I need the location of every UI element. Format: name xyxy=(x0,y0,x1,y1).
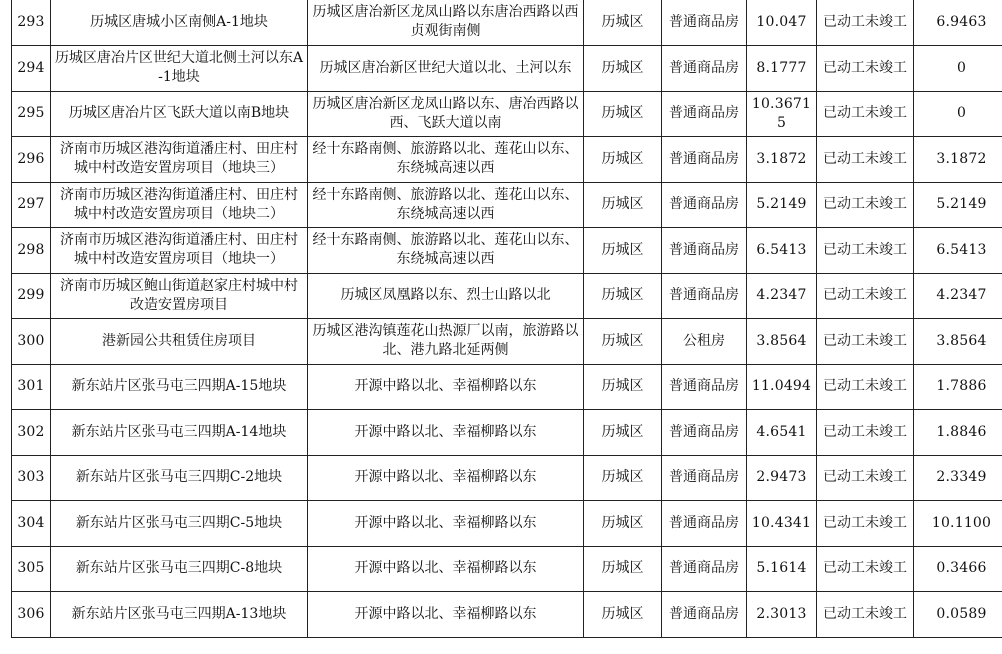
row-number-cell: 300 xyxy=(12,318,51,364)
status-cell: 已动工未竣工 xyxy=(817,91,914,136)
housing-type-cell: 普通商品房 xyxy=(662,136,747,182)
remaining-area-cell: 6.9463 xyxy=(914,0,1002,45)
area-cell: 3.1872 xyxy=(747,136,817,182)
housing-type-cell: 普通商品房 xyxy=(662,364,747,409)
location-cell: 开源中路以北、幸福柳路以东 xyxy=(308,546,584,591)
table-row xyxy=(12,0,1002,45)
housing-type-cell: 普通商品房 xyxy=(662,455,747,500)
status-cell: 已动工未竣工 xyxy=(817,500,914,546)
project-name-cell: 历城区唐冶片区世纪大道北侧土河以东A-1地块 xyxy=(51,45,308,91)
status-cell: 已动工未竣工 xyxy=(817,409,914,455)
status-cell: 已动工未竣工 xyxy=(817,45,914,91)
area-cell: 4.2347 xyxy=(747,273,817,318)
row-number-cell: 306 xyxy=(12,591,51,637)
remaining-area-cell: 0 xyxy=(914,91,1002,136)
location-cell: 开源中路以北、幸福柳路以东 xyxy=(308,409,584,455)
housing-type-cell: 普通商品房 xyxy=(662,0,747,45)
status-cell: 已动工未竣工 xyxy=(817,318,914,364)
district-cell: 历城区 xyxy=(584,546,662,591)
project-name-cell: 新东站片区张马屯三四期A-14地块 xyxy=(51,409,308,455)
row-number-cell: 296 xyxy=(12,136,51,182)
housing-type-cell: 普通商品房 xyxy=(662,45,747,91)
location-cell: 经十东路南侧、旅游路以北、莲花山以东、东绕城高速以西 xyxy=(308,227,584,273)
location-cell: 开源中路以北、幸福柳路以东 xyxy=(308,455,584,500)
housing-type-cell: 普通商品房 xyxy=(662,409,747,455)
district-cell: 历城区 xyxy=(584,318,662,364)
district-cell: 历城区 xyxy=(584,91,662,136)
row-number-cell: 302 xyxy=(12,409,51,455)
status-cell: 已动工未竣工 xyxy=(817,0,914,45)
housing-type-cell: 普通商品房 xyxy=(662,91,747,136)
table-row xyxy=(12,409,1002,455)
row-number-cell: 294 xyxy=(12,45,51,91)
housing-type-cell: 普通商品房 xyxy=(662,182,747,227)
location-cell: 历城区港沟镇莲花山热源厂以南，旅游路以北、港九路北延两侧 xyxy=(308,318,584,364)
district-cell: 历城区 xyxy=(584,227,662,273)
project-name-cell: 济南市历城区港沟街道潘庄村、田庄村城中村改造安置房项目（地块二） xyxy=(51,182,308,227)
area-cell: 4.6541 xyxy=(747,409,817,455)
status-cell: 已动工未竣工 xyxy=(817,546,914,591)
area-cell: 10.4341 xyxy=(747,500,817,546)
status-cell: 已动工未竣工 xyxy=(817,136,914,182)
housing-type-cell: 普通商品房 xyxy=(662,500,747,546)
table-row xyxy=(12,273,1002,318)
area-cell: 11.0494 xyxy=(747,364,817,409)
location-cell: 经十东路南侧、旅游路以北、莲花山以东、东绕城高速以西 xyxy=(308,136,584,182)
project-name-cell: 新东站片区张马屯三四期A-15地块 xyxy=(51,364,308,409)
project-name-cell: 港新园公共租赁住房项目 xyxy=(51,318,308,364)
table-row xyxy=(12,455,1002,500)
remaining-area-cell: 1.7886 xyxy=(914,364,1002,409)
project-name-cell: 济南市历城区港沟街道潘庄村、田庄村城中村改造安置房项目（地块三） xyxy=(51,136,308,182)
remaining-area-cell: 3.8564 xyxy=(914,318,1002,364)
location-cell: 开源中路以北、幸福柳路以东 xyxy=(308,364,584,409)
row-number-cell: 299 xyxy=(12,273,51,318)
project-name-cell: 济南市历城区港沟街道潘庄村、田庄村城中村改造安置房项目（地块一） xyxy=(51,227,308,273)
location-cell: 历城区唐冶新区龙凤山路以东、唐冶西路以西、飞跃大道以南 xyxy=(308,91,584,136)
table-row xyxy=(12,182,1002,227)
status-cell: 已动工未竣工 xyxy=(817,273,914,318)
area-cell: 2.3013 xyxy=(747,591,817,637)
location-cell: 开源中路以北、幸福柳路以东 xyxy=(308,500,584,546)
table-row xyxy=(12,227,1002,273)
status-cell: 已动工未竣工 xyxy=(817,227,914,273)
area-cell: 10.36715 xyxy=(747,91,817,136)
location-cell: 历城区唐冶新区龙凤山路以东唐冶西路以西贞观街南侧 xyxy=(308,0,584,45)
location-cell: 开源中路以北、幸福柳路以东 xyxy=(308,591,584,637)
table-row xyxy=(12,364,1002,409)
area-cell: 5.2149 xyxy=(747,182,817,227)
location-cell: 历城区凤凰路以东、烈士山路以北 xyxy=(308,273,584,318)
project-name-cell: 济南市历城区鲍山街道赵家庄村城中村改造安置房项目 xyxy=(51,273,308,318)
remaining-area-cell: 0.0589 xyxy=(914,591,1002,637)
remaining-area-cell: 1.8846 xyxy=(914,409,1002,455)
status-cell: 已动工未竣工 xyxy=(817,455,914,500)
district-cell: 历城区 xyxy=(584,273,662,318)
district-cell: 历城区 xyxy=(584,136,662,182)
table-body xyxy=(12,0,1002,637)
project-name-cell: 新东站片区张马屯三四期C-8地块 xyxy=(51,546,308,591)
housing-type-cell: 普通商品房 xyxy=(662,591,747,637)
row-number-cell: 301 xyxy=(12,364,51,409)
housing-type-cell: 普通商品房 xyxy=(662,273,747,318)
district-cell: 历城区 xyxy=(584,45,662,91)
row-number-cell: 293 xyxy=(12,0,51,45)
remaining-area-cell: 10.1100 xyxy=(914,500,1002,546)
district-cell: 历城区 xyxy=(584,0,662,45)
remaining-area-cell: 4.2347 xyxy=(914,273,1002,318)
housing-type-cell: 普通商品房 xyxy=(662,546,747,591)
row-number-cell: 295 xyxy=(12,91,51,136)
remaining-area-cell: 6.5413 xyxy=(914,227,1002,273)
table-row xyxy=(12,45,1002,91)
project-name-cell: 新东站片区张马屯三四期A-13地块 xyxy=(51,591,308,637)
remaining-area-cell: 3.1872 xyxy=(914,136,1002,182)
table-row xyxy=(12,136,1002,182)
district-cell: 历城区 xyxy=(584,364,662,409)
location-cell: 经十东路南侧、旅游路以北、莲花山以东、东绕城高速以西 xyxy=(308,182,584,227)
status-cell: 已动工未竣工 xyxy=(817,591,914,637)
project-name-cell: 历城区唐城小区南侧A-1地块 xyxy=(51,0,308,45)
remaining-area-cell: 5.2149 xyxy=(914,182,1002,227)
project-name-cell: 新东站片区张马屯三四期C-5地块 xyxy=(51,500,308,546)
remaining-area-cell: 0.3466 xyxy=(914,546,1002,591)
land-table-container xyxy=(11,0,991,638)
district-cell: 历城区 xyxy=(584,591,662,637)
row-number-cell: 303 xyxy=(12,455,51,500)
district-cell: 历城区 xyxy=(584,455,662,500)
table-row xyxy=(12,91,1002,136)
table-row xyxy=(12,500,1002,546)
location-cell: 历城区唐冶新区世纪大道以北、土河以东 xyxy=(308,45,584,91)
district-cell: 历城区 xyxy=(584,500,662,546)
table-row xyxy=(12,318,1002,364)
row-number-cell: 298 xyxy=(12,227,51,273)
status-cell: 已动工未竣工 xyxy=(817,182,914,227)
land-supply-table xyxy=(11,0,1002,638)
row-number-cell: 297 xyxy=(12,182,51,227)
area-cell: 10.047 xyxy=(747,0,817,45)
area-cell: 3.8564 xyxy=(747,318,817,364)
table-row xyxy=(12,546,1002,591)
status-cell: 已动工未竣工 xyxy=(817,364,914,409)
project-name-cell: 新东站片区张马屯三四期C-2地块 xyxy=(51,455,308,500)
remaining-area-cell: 0 xyxy=(914,45,1002,91)
area-cell: 2.9473 xyxy=(747,455,817,500)
project-name-cell: 历城区唐冶片区飞跃大道以南B地块 xyxy=(51,91,308,136)
row-number-cell: 304 xyxy=(12,500,51,546)
remaining-area-cell: 2.3349 xyxy=(914,455,1002,500)
area-cell: 5.1614 xyxy=(747,546,817,591)
housing-type-cell: 普通商品房 xyxy=(662,227,747,273)
district-cell: 历城区 xyxy=(584,182,662,227)
area-cell: 6.5413 xyxy=(747,227,817,273)
area-cell: 8.1777 xyxy=(747,45,817,91)
housing-type-cell: 公租房 xyxy=(662,318,747,364)
district-cell: 历城区 xyxy=(584,409,662,455)
table-row xyxy=(12,591,1002,637)
row-number-cell: 305 xyxy=(12,546,51,591)
